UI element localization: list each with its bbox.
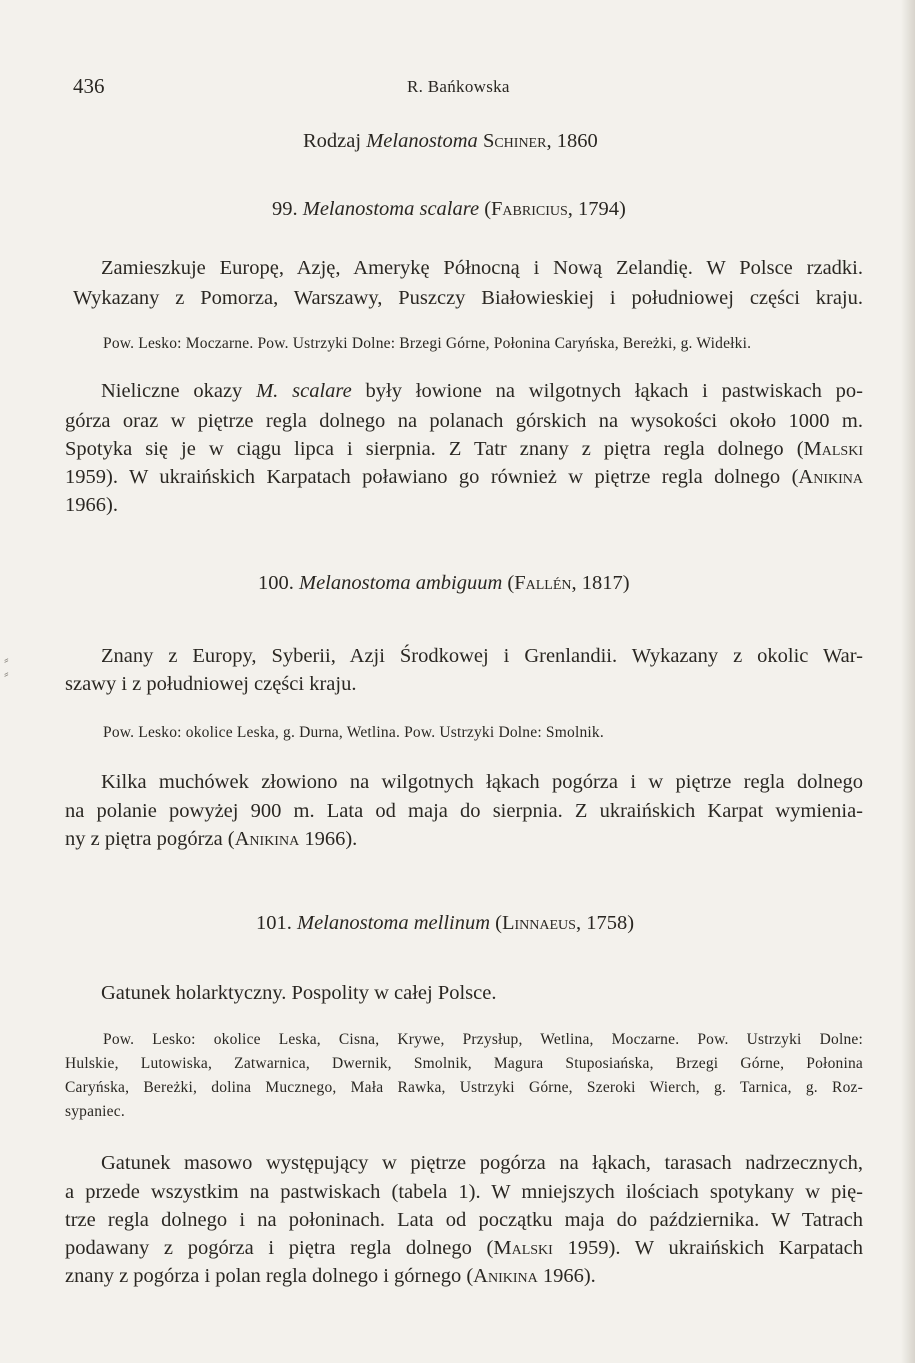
species-authority: (Linnaeus	[495, 912, 576, 934]
genus-year: 1860	[556, 130, 598, 152]
margin-mark: ⸗ ⸗	[4, 653, 9, 682]
notes-line: na polanie powyżej 900 m. Lata od maja do sierpnia. Z ukraińskich Karpat wymienia-	[65, 800, 863, 822]
localities-line: Pow. Lesko: okolice Leska, Cisna, Krywe, Przysłup, Wetlina, Moczarne. Pow. Ustrzyki Dolne:	[103, 1031, 863, 1048]
localities-line: Caryńska, Bereżki, dolina Mucznego, Mała Rawka, Ustrzyki Górne, Szeroki Wierch, g. Tarnica, g. Roz-	[65, 1079, 863, 1096]
species-heading-99: 99. Melanostoma scalare (Fabricius, 1794)	[272, 198, 626, 220]
localities-line: Hulskie, Lutowiska, Zatwarnica, Dwernik, Smolnik, Magura Stuposiańska, Brzegi Górne, Połonina	[65, 1055, 863, 1072]
page-edge-shadow	[901, 0, 915, 1363]
species-number: 99.	[272, 198, 298, 220]
notes-line: Spotyka się je w ciągu lipca i sierpnia. Z Tatr znany z piętra regla dolnego (Malski	[65, 438, 863, 460]
species-name: Melanostoma mellinum	[297, 912, 491, 934]
distribution-line: Wykazany z Pomorza, Warszawy, Puszczy Białowieskiej i południowej części kraju.	[73, 287, 863, 309]
distribution-line: szawy i z południowej części kraju.	[65, 673, 357, 695]
species-number: 101.	[256, 912, 292, 934]
notes-line: Nieliczne okazy M. scalare były łowione na wilgotnych łąkach i pastwiskach po-	[101, 380, 863, 402]
notes-line: podawany z pogórza i piętra regla dolnego (Malski 1959). W ukraińskich Karpatach	[65, 1237, 863, 1259]
species-authority: (Fabricius	[484, 198, 568, 220]
distribution-line: Zamieszkuje Europę, Azję, Amerykę Północną i Nową Zelandię. W Polsce rzadki.	[101, 257, 863, 279]
notes-line: Gatunek masowo występujący w piętrze pogórza na łąkach, tarasach nadrzecznych,	[101, 1152, 863, 1174]
notes-line: 1966).	[65, 494, 118, 516]
localities-line: Pow. Lesko: Moczarne. Pow. Ustrzyki Dolne: Brzegi Górne, Połonina Caryńska, Bereżki, g. Widełki.	[103, 335, 752, 352]
distribution-line: Gatunek holarktyczny. Pospolity w całej Polsce.	[101, 982, 497, 1004]
species-number: 100.	[258, 572, 294, 594]
genus-authority: Schiner	[482, 130, 547, 152]
notes-line: ny z piętra pogórza (Anikina 1966).	[65, 828, 358, 850]
page-number: 436	[73, 74, 105, 98]
notes-line: Kilka muchówek złowiono na wilgotnych łąkach pogórza i w piętrze regla dolnego	[101, 771, 863, 793]
species-name: Melanostoma ambiguum	[299, 572, 503, 594]
species-year: 1794)	[578, 198, 626, 220]
running-head-author: R. Bańkowska	[407, 77, 510, 96]
notes-line: górza oraz w piętrze regla dolnego na polanach górskich na wysokości około 1000 m.	[65, 410, 863, 432]
notes-line: a przede wszystkim na pastwiskach (tabela 1). W mniejszych ilościach spotykany w pię-	[65, 1181, 863, 1203]
species-heading-100: 100. Melanostoma ambiguum (Fallén, 1817)	[258, 572, 630, 594]
genus-name: Melanostoma	[366, 130, 478, 152]
notes-line: trze regla dolnego i na połoninach. Lata od początku maja do października. W Tatrach	[65, 1209, 863, 1231]
running-head	[73, 74, 863, 104]
localities-line: sypaniec.	[65, 1103, 125, 1120]
species-name: Melanostoma scalare	[302, 198, 480, 220]
species-authority: (Fallén	[507, 572, 572, 594]
notes-line: znany z pogórza i polan regla dolnego i górnego (Anikina 1966).	[65, 1265, 596, 1287]
genus-heading: Rodzaj Melanostoma Schiner, 1860	[303, 130, 598, 152]
species-heading-101: 101. Melanostoma mellinum (Linnaeus, 1758)	[256, 912, 635, 934]
distribution-line: Znany z Europy, Syberii, Azji Środkowej i Grenlandii. Wykazany z okolic War-	[101, 645, 863, 667]
notes-line: 1959). W ukraińskich Karpatach poławiano go również w piętrze regla dolnego (Anikina	[65, 466, 863, 488]
species-year: 1817)	[581, 572, 630, 594]
species-year: 1758)	[586, 912, 635, 934]
genus-prefix: Rodzaj	[303, 130, 362, 152]
localities-line: Pow. Lesko: okolice Leska, g. Durna, Wetlina. Pow. Ustrzyki Dolne: Smolnik.	[103, 724, 604, 741]
